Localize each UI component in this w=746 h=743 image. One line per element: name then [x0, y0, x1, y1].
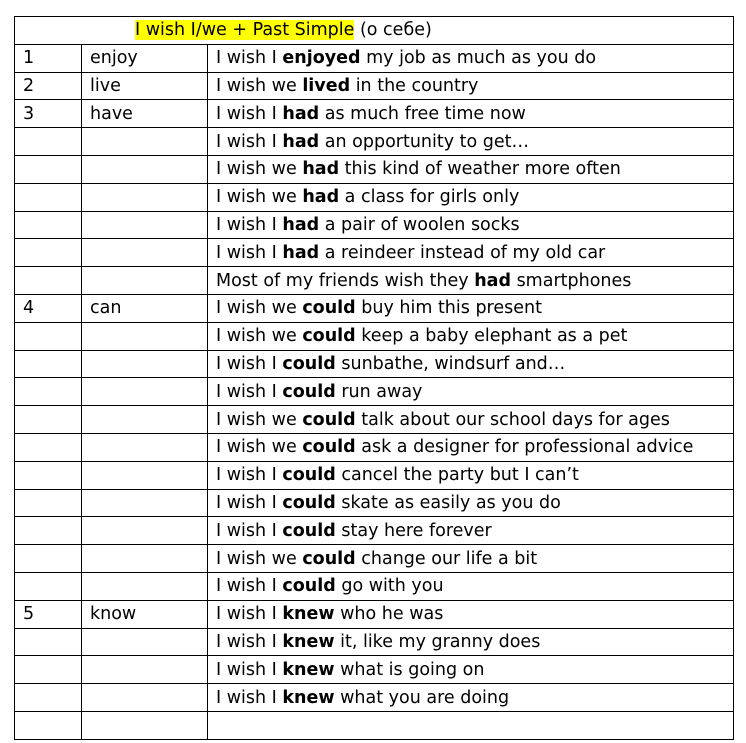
sentence-start: I wish I: [216, 492, 283, 513]
table-title: [15, 17, 734, 45]
sentence-end: a reindeer instead of my old car: [319, 242, 606, 263]
row-verb: [82, 656, 208, 684]
row-number: [15, 267, 82, 295]
row-sentence: [208, 378, 734, 406]
sentence-end: a pair of woolen socks: [319, 214, 520, 235]
row-sentence: [208, 545, 734, 573]
row-verb: [82, 378, 208, 406]
sentence-verb-form: knew: [282, 604, 335, 625]
row-sentence: [208, 656, 734, 684]
sentence-verb-form: could: [282, 381, 336, 402]
row-number: [15, 350, 82, 378]
row-sentence: [208, 239, 734, 267]
row-verb: [82, 128, 208, 156]
row-verb: [82, 711, 208, 739]
row-sentence: [208, 350, 734, 378]
row-number: [15, 489, 82, 517]
sentence-verb-form: could: [302, 298, 356, 319]
row-number: [15, 378, 82, 406]
sentence-end: in the country: [350, 75, 479, 96]
row-number: [15, 239, 82, 267]
sentence-end: a class for girls only: [339, 187, 520, 208]
sentence-start: I wish I: [216, 687, 283, 708]
sentence-start: I wish we: [216, 326, 303, 347]
sentence-end: this kind of weather more often: [339, 159, 621, 180]
row-sentence: [208, 72, 734, 100]
sentence-end: keep a baby elephant as a pet: [355, 326, 628, 347]
row-sentence: [208, 155, 734, 183]
sentence-start: I wish I: [216, 214, 283, 235]
row-number: 2: [15, 72, 82, 100]
table-row: [15, 572, 734, 600]
sentence-start: I wish I: [216, 465, 283, 486]
row-sentence: [208, 294, 734, 322]
sentence-verb-form: had: [474, 270, 511, 291]
sentence-start: I wish I: [216, 576, 283, 597]
sentence-verb-form: could: [282, 465, 336, 486]
sentence-verb-form: had: [302, 159, 340, 180]
sentence-end: stay here forever: [335, 520, 492, 541]
row-verb: [82, 517, 208, 545]
row-number: [15, 406, 82, 434]
table-row: [15, 684, 734, 712]
row-verb: enjoy: [82, 44, 208, 72]
sentence-end: as much free time now: [319, 103, 526, 124]
table-row: [15, 656, 734, 684]
row-verb: [82, 183, 208, 211]
sentence-end: cancel the party but I can’t: [335, 465, 579, 486]
table-row: [15, 239, 734, 267]
sentence-verb-form: could: [282, 520, 336, 541]
sentence-start: I wish I: [216, 103, 283, 124]
table-row: [15, 72, 734, 100]
row-number: [15, 128, 82, 156]
sentence-start: I wish I: [216, 381, 283, 402]
sentence-verb-form: could: [282, 353, 336, 374]
table-row: [15, 600, 734, 628]
row-number: 4: [15, 294, 82, 322]
row-number: [15, 711, 82, 739]
table-row: [15, 211, 734, 239]
row-number: [15, 322, 82, 350]
row-verb: [82, 406, 208, 434]
row-verb: live: [82, 72, 208, 100]
row-number: [15, 684, 82, 712]
row-verb: [82, 267, 208, 295]
sentence-end: talk about our school days for ages: [355, 409, 670, 430]
row-sentence: [208, 211, 734, 239]
row-verb: [82, 489, 208, 517]
sentence-start: I wish we: [216, 437, 303, 458]
row-number: 5: [15, 600, 82, 628]
row-number: [15, 183, 82, 211]
row-verb: [82, 572, 208, 600]
row-sentence: [208, 600, 734, 628]
table-row: [15, 517, 734, 545]
row-number: 1: [15, 44, 82, 72]
row-sentence: [208, 44, 734, 72]
row-verb: [82, 211, 208, 239]
sentence-end: who he was: [334, 604, 444, 625]
table-row: [15, 433, 734, 461]
sentence-start: I wish I: [216, 353, 283, 374]
row-number: [15, 517, 82, 545]
sentence-verb-form: had: [282, 103, 320, 124]
sentence-verb-form: could: [302, 409, 356, 430]
row-number: [15, 545, 82, 573]
sentence-verb-form: enjoyed: [282, 48, 361, 69]
sentence-start: I wish I: [216, 48, 283, 69]
row-verb: [82, 545, 208, 573]
row-verb: can: [82, 294, 208, 322]
sentence-start: I wish we: [216, 159, 303, 180]
sentence-end: change our life a bit: [355, 548, 538, 569]
title-suffix: (о себе): [354, 20, 432, 41]
row-number: [15, 656, 82, 684]
sentence-end: it, like my granny does: [334, 631, 541, 652]
sentence-end: what you are doing: [334, 687, 510, 708]
table-row: [15, 711, 734, 739]
row-verb: [82, 461, 208, 489]
row-sentence: [208, 128, 734, 156]
sentence-start: I wish we: [216, 75, 303, 96]
sentence-verb-form: knew: [282, 631, 335, 652]
sentence-verb-form: lived: [302, 75, 351, 96]
sentence-start: I wish I: [216, 604, 283, 625]
row-number: [15, 211, 82, 239]
sentence-verb-form: knew: [282, 687, 335, 708]
row-sentence: [208, 267, 734, 295]
sentence-verb-form: could: [302, 326, 356, 347]
sentence-start: I wish I: [216, 631, 283, 652]
sentence-verb-form: knew: [282, 659, 335, 680]
row-number: [15, 628, 82, 656]
row-verb: [82, 350, 208, 378]
row-sentence: [208, 461, 734, 489]
sentence-end: smartphones: [511, 270, 632, 291]
sentence-end: go with you: [335, 576, 444, 597]
sentence-start: I wish we: [216, 548, 303, 569]
sentence-start: Most of my friends wish they: [216, 270, 475, 291]
table-row: [15, 128, 734, 156]
row-sentence: [208, 684, 734, 712]
sentence-end: buy him this present: [355, 298, 542, 319]
sentence-end: ask a designer for professional advice: [355, 437, 694, 458]
header-row: [15, 17, 734, 45]
title-highlight: I wish I/we + Past Simple: [135, 20, 355, 41]
sentence-end: an opportunity to get…: [319, 131, 530, 152]
table-row: [15, 44, 734, 72]
row-verb: [82, 684, 208, 712]
row-sentence: [208, 100, 734, 128]
row-sentence: [208, 433, 734, 461]
sentence-start: I wish I: [216, 659, 283, 680]
sentence-end: run away: [335, 381, 423, 402]
row-sentence: [208, 489, 734, 517]
row-number: [15, 155, 82, 183]
row-sentence: [208, 517, 734, 545]
row-sentence: [208, 406, 734, 434]
sentence-verb-form: had: [282, 131, 320, 152]
table-row: [15, 350, 734, 378]
sentence-start: I wish we: [216, 187, 303, 208]
table-row: [15, 294, 734, 322]
row-number: [15, 433, 82, 461]
row-verb: [82, 433, 208, 461]
sentence-verb-form: had: [302, 187, 340, 208]
row-sentence: [208, 322, 734, 350]
row-number: [15, 572, 82, 600]
sentence-start: I wish I: [216, 520, 283, 541]
table-row: [15, 183, 734, 211]
table-row: [15, 406, 734, 434]
sentences-table: [14, 16, 734, 740]
table-row: [15, 545, 734, 573]
table-row: [15, 378, 734, 406]
sentence-verb-form: could: [282, 576, 336, 597]
sentence-verb-form: had: [282, 242, 320, 263]
sentence-end: skate as easily as you do: [335, 492, 561, 513]
sentence-end: what is going on: [334, 659, 485, 680]
row-number: 3: [15, 100, 82, 128]
table-row: [15, 322, 734, 350]
table-row: [15, 155, 734, 183]
sentence-start: I wish we: [216, 409, 303, 430]
row-sentence: [208, 572, 734, 600]
sentence-start: I wish we: [216, 298, 303, 319]
row-verb: [82, 239, 208, 267]
table-row: [15, 267, 734, 295]
row-sentence: [208, 183, 734, 211]
sentence-start: I wish I: [216, 242, 283, 263]
row-number: [15, 461, 82, 489]
sentence-verb-form: had: [282, 214, 320, 235]
row-verb: [82, 628, 208, 656]
row-verb: know: [82, 600, 208, 628]
sentence-end: sunbathe, windsurf and…: [335, 353, 566, 374]
sentence-start: I wish I: [216, 131, 283, 152]
row-verb: have: [82, 100, 208, 128]
table-row: [15, 461, 734, 489]
row-verb: [82, 322, 208, 350]
table-body: [15, 44, 734, 739]
row-sentence: [208, 711, 734, 739]
table-row: [15, 100, 734, 128]
table-row: [15, 489, 734, 517]
sentence-verb-form: could: [302, 548, 356, 569]
row-sentence: [208, 628, 734, 656]
sentence-verb-form: could: [282, 492, 336, 513]
sentence-verb-form: could: [302, 437, 356, 458]
sentence-end: my job as much as you do: [360, 48, 597, 69]
table-row: [15, 628, 734, 656]
row-verb: [82, 155, 208, 183]
